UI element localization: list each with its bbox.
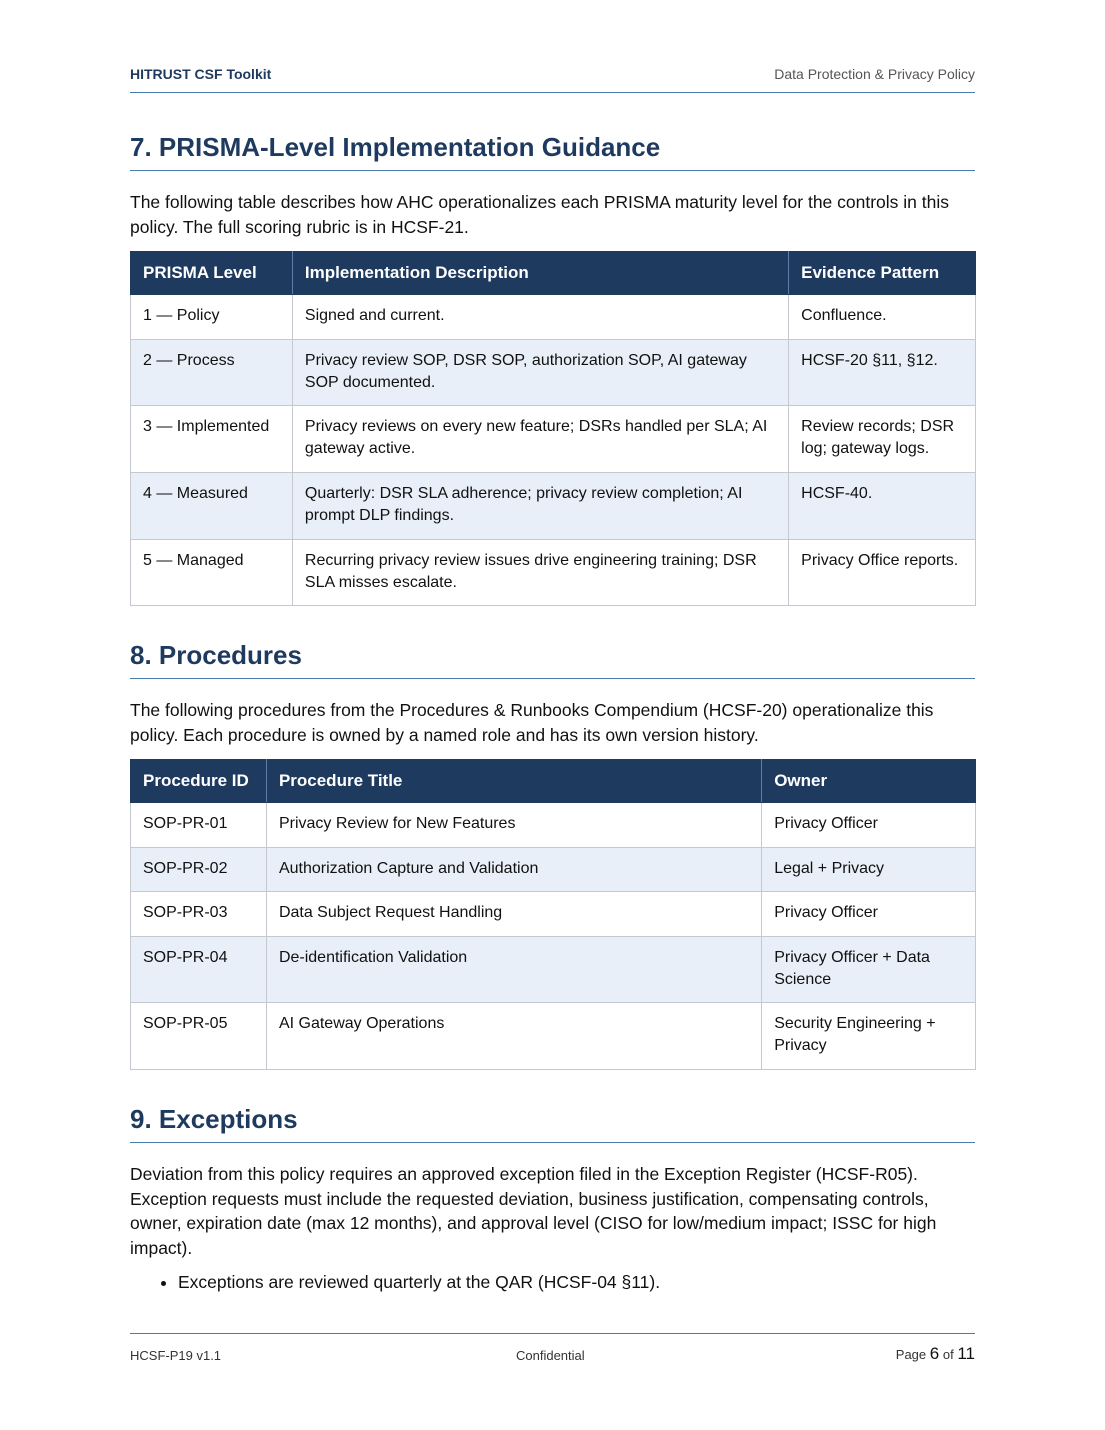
prisma-level-table: [130, 251, 976, 606]
table-cell: 4 — Measured: [131, 473, 293, 540]
page-header: [130, 64, 975, 93]
table-cell: Privacy Review for New Features: [266, 803, 761, 848]
table-cell: Quarterly: DSR SLA adherence; privacy review completion; AI prompt DLP findings.: [292, 473, 788, 540]
footer-page-number: [896, 1344, 975, 1364]
footer-classification: Confidential: [516, 1348, 585, 1363]
page-current: 6: [929, 1344, 940, 1363]
table-cell: SOP-PR-02: [131, 848, 267, 892]
table-cell: Privacy Officer: [762, 892, 976, 937]
list-item: • Exceptions are reviewed quarterly at the QAR (HCSF-04 §11).: [178, 1270, 1023, 1294]
footer-doc-id: HCSF-P19 v1.1: [130, 1348, 222, 1363]
table-row: [131, 473, 976, 540]
column-header: Evidence Pattern: [789, 252, 976, 295]
column-header: PRISMA Level: [131, 252, 293, 295]
of-label: of: [942, 1347, 954, 1362]
table-row: [131, 848, 976, 892]
exceptions-bullet-list: [130, 1270, 1023, 1294]
page-footer: [130, 1333, 975, 1363]
section-9-body: Deviation from this policy requires an approved exception filed in the Exception Register (HCSF-R05). Exception requests must include the requested deviation, business justification, compensating controls, owner, expiration date (max 12 months), and approval level (CISO for low/medium impact; ISSC for high impact).: [130, 1164, 937, 1258]
table-cell: Signed and current.: [292, 295, 788, 340]
column-header: Implementation Description: [292, 252, 788, 295]
section-8-intro: The following procedures from the Procedures & Runbooks Compendium (HCSF-20) operationalize this policy. Each procedure is owned by a named role and has its own version history.: [130, 700, 934, 745]
table-cell: HCSF-20 §11, §12.: [789, 340, 976, 406]
section-7-intro: The following table describes how AHC operationalizes each PRISMA maturity level for the controls in this policy. The full scoring rubric is in HCSF-21.: [130, 192, 950, 237]
header-toolkit-title: HITRUST CSF Toolkit: [130, 66, 272, 82]
table-cell: SOP-PR-03: [131, 892, 267, 937]
table-cell: SOP-PR-04: [131, 937, 267, 1003]
header-policy-title: Data Protection & Privacy Policy: [774, 66, 975, 82]
table-cell: SOP-PR-05: [131, 1003, 267, 1070]
table-cell: Security Engineering + Privacy: [762, 1003, 976, 1070]
column-header: Owner: [762, 760, 976, 803]
section-7-heading: 7. PRISMA-Level Implementation Guidance: [130, 132, 975, 171]
table-cell: Authorization Capture and Validation: [266, 848, 761, 892]
table-cell: Data Subject Request Handling: [266, 892, 761, 937]
table-cell: AI Gateway Operations: [266, 1003, 761, 1070]
table-row: [131, 540, 976, 606]
table-cell: Privacy review SOP, DSR SOP, authorization SOP, AI gateway SOP documented.: [292, 340, 788, 406]
section-8-heading: 8. Procedures: [130, 640, 975, 679]
table-row: [131, 937, 976, 1003]
table-row: [131, 295, 976, 340]
column-header: Procedure ID: [131, 760, 267, 803]
table-cell: SOP-PR-01: [131, 803, 267, 848]
table-header-row: [131, 252, 976, 295]
table-cell: 1 — Policy: [131, 295, 293, 340]
table-cell: 5 — Managed: [131, 540, 293, 606]
table-cell: Privacy reviews on every new feature; DSRs handled per SLA; AI gateway active.: [292, 406, 788, 473]
table-cell: Confluence.: [789, 295, 976, 340]
table-header-row: [131, 760, 976, 803]
table-row: [131, 803, 976, 848]
table-cell: Privacy Officer + Data Science: [762, 937, 976, 1003]
table-cell: 2 — Process: [131, 340, 293, 406]
table-cell: Privacy Officer: [762, 803, 976, 848]
table-cell: Privacy Office reports.: [789, 540, 976, 606]
table-cell: De-identification Validation: [266, 937, 761, 1003]
table-row: [131, 892, 976, 937]
table-cell: Recurring privacy review issues drive engineering training; DSR SLA misses escalate.: [292, 540, 788, 606]
procedures-table: [130, 759, 976, 1070]
table-row: [131, 340, 976, 406]
section-9-heading: 9. Exceptions: [130, 1104, 975, 1143]
table-cell: Review records; DSR log; gateway logs.: [789, 406, 976, 473]
table-cell: Legal + Privacy: [762, 848, 976, 892]
table-row: [131, 1003, 976, 1070]
table-row: [131, 406, 976, 473]
table-cell: HCSF-40.: [789, 473, 976, 540]
column-header: Procedure Title: [266, 760, 761, 803]
page-total: 11: [957, 1344, 975, 1363]
page-label: Page: [895, 1347, 927, 1362]
table-cell: 3 — Implemented: [131, 406, 293, 473]
